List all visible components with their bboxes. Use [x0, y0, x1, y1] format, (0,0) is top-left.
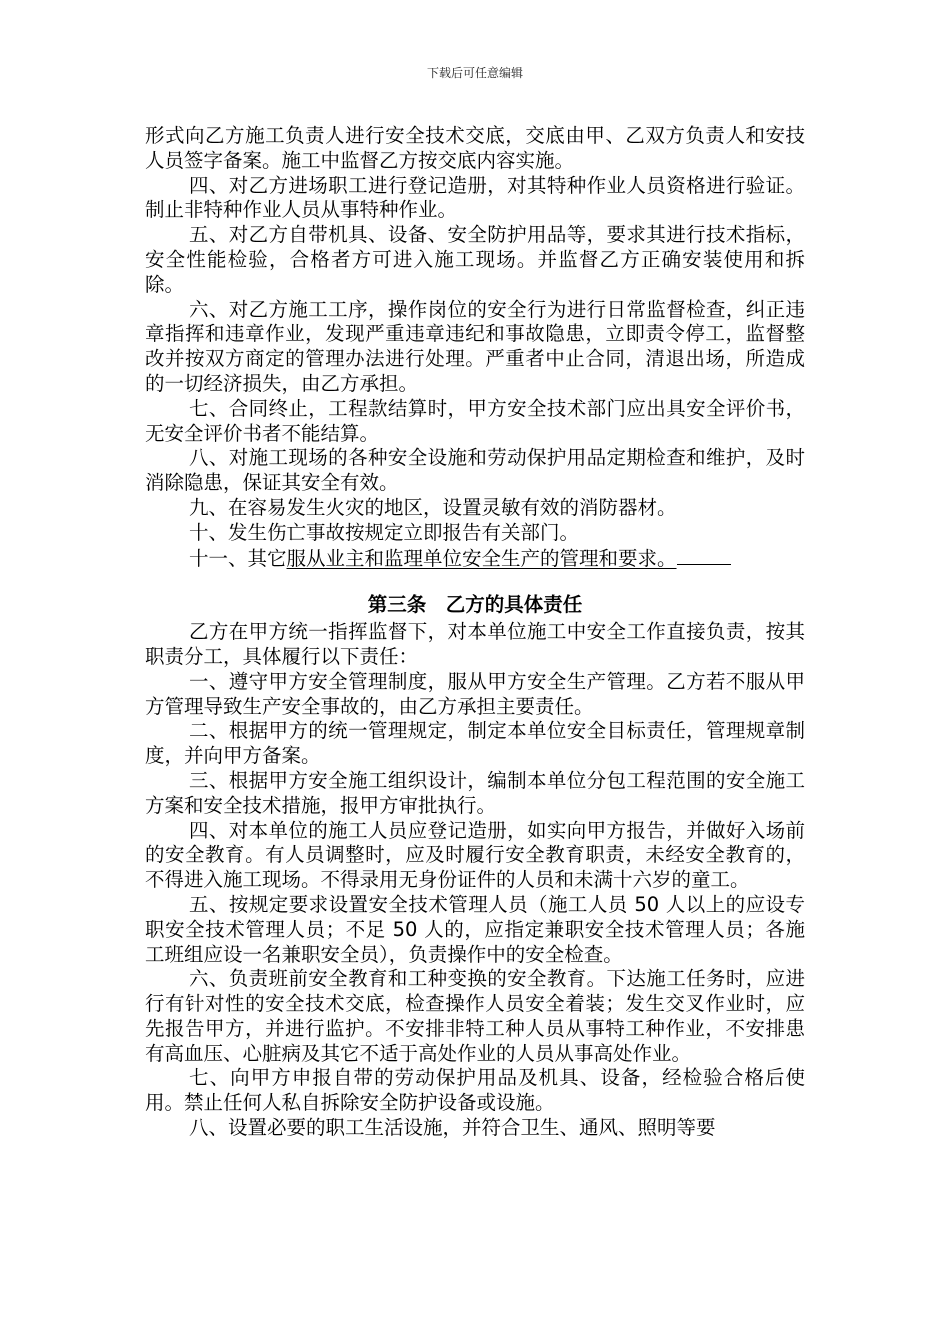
paragraph-a4: 四、对乙方进场职工进行登记造册，对其特种作业人员资格进行验证。制止非特种作业人员从事特种作业。	[145, 173, 805, 222]
paragraph-a11-prefix: 十一、其它	[189, 546, 287, 570]
paragraph-b5: 五、按规定要求设置安全技术管理人员（施工人员 50 人以上的应设专职安全技术管理人员；不足 50 人的，应指定兼职安全技术管理人员；各施工班组应设一名兼职安全员），负责操作中的安全检查。	[145, 892, 805, 966]
paragraph-a11-fill-text: 服从业主和监理单位安全生产的管理和要求。	[286, 546, 677, 570]
paragraph-continuation: 形式向乙方施工负责人进行安全技术交底，交底由甲、乙双方负责人和安技人员签字备案。施工中监督乙方按交底内容实施。	[145, 124, 805, 172]
paragraph-b8: 八、设置必要的职工生活设施，并符合卫生、通风、照明等要	[189, 1116, 716, 1140]
paragraph-a11	[145, 546, 805, 572]
paragraph-a10: 十、发生伤亡事故按规定立即报告有关部门。	[189, 520, 580, 544]
paragraph-b7: 七、向甲方申报自带的劳动保护用品及机具、设备，经检验合格后使用。禁止任何人私自拆除安全防护设备或设施。	[145, 1066, 805, 1115]
paragraph-b6: 六、负责班前安全教育和工种变换的安全教育。下达施工任务时，应进行有针对性的安全技术交底，检查操作人员安全着装；发生交叉作业时，应先报告甲方，并进行监护。不安排非特工种人员从事特工种作业，不安排患有高血压、心脏病及其它不适于高处作业的人员从事高处作业。	[145, 967, 805, 1065]
paragraph-b4: 四、对本单位的施工人员应登记造册，如实向甲方报告，并做好入场前的安全教育。有人员调整时，应及时履行安全教育职责，未经安全教育的，不得进入施工现场。不得录用无身份证件的人员和未满十六岁的童工。	[145, 818, 805, 892]
underline-blank	[677, 546, 731, 565]
document-body	[145, 124, 805, 1141]
paragraph-b1: 一、遵守甲方安全管理制度，服从甲方安全生产管理。乙方若不服从甲方管理导致生产安全事故的，由乙方承担主要责任。	[145, 669, 805, 718]
paragraph-a8: 八、对施工现场的各种安全设施和劳动保护用品定期检查和维护，及时消除隐患，保证其安全有效。	[145, 446, 805, 495]
paragraph-b2: 二、根据甲方的统一管理规定，制定本单位安全目标责任，管理规章制度，并向甲方备案。	[145, 719, 805, 768]
paragraph-a9: 九、在容易发生火灾的地区，设置灵敏有效的消防器材。	[189, 495, 677, 519]
page-header-note: 下载后可任意编辑	[426, 66, 523, 80]
paragraph-b3: 三、根据甲方安全施工组织设计，编制本单位分包工程范围的安全施工方案和安全技术措施，报甲方审批执行。	[145, 768, 805, 817]
section-title-article-3: 第三条 乙方的具体责任	[367, 593, 583, 617]
paragraph-a7: 七、合同终止，工程款结算时，甲方安全技术部门应出具安全评价书，无安全评价书者不能结算。	[145, 396, 805, 445]
paragraph-a6: 六、对乙方施工工序，操作岗位的安全行为进行日常监督检查，纠正违章指挥和违章作业，发现严重违章违纪和事故隐患，立即责令停工，监督整改并按双方商定的管理办法进行处理。严重者中止合同，清退出场，所造成的一切经济损失，由乙方承担。	[145, 297, 805, 395]
paragraph-b-intro: 乙方在甲方统一指挥监督下，对本单位施工中安全工作直接负责，按其职责分工，具体履行以下责任：	[145, 620, 805, 668]
paragraph-a5: 五、对乙方自带机具、设备、安全防护用品等，要求其进行技术指标，安全性能检验，合格者方可进入施工现场。并监督乙方正确安装使用和拆除。	[145, 223, 805, 296]
